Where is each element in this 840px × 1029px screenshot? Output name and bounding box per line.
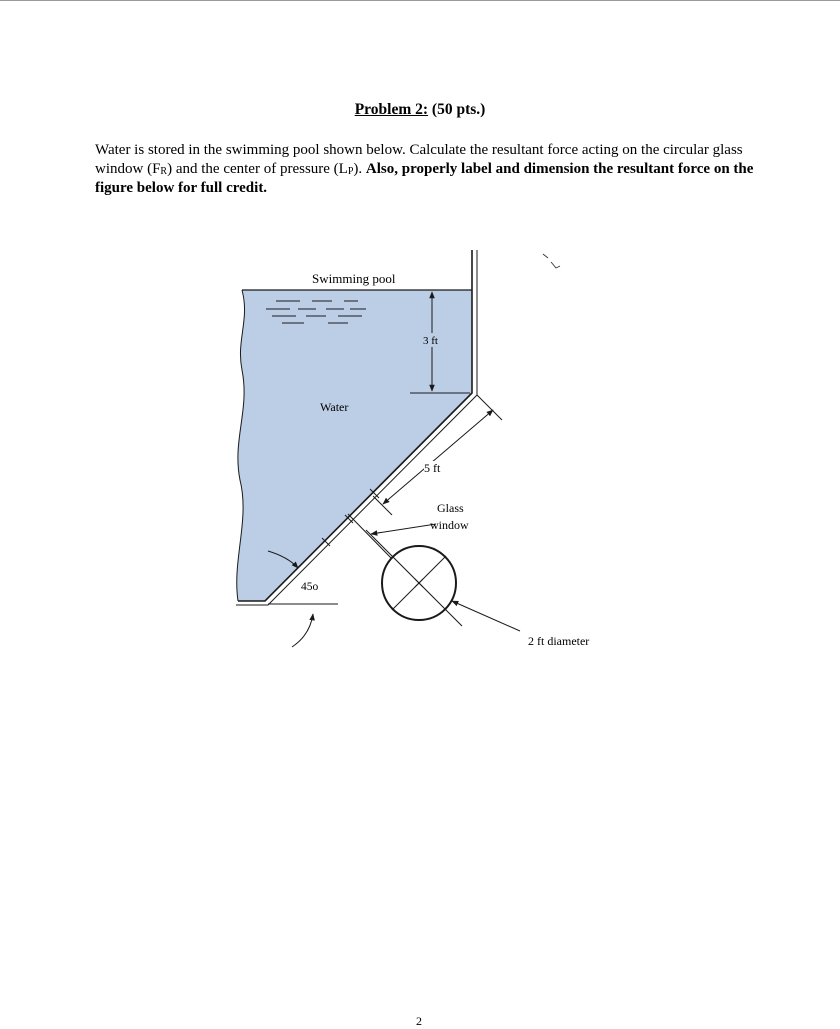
window-dimension	[371, 524, 436, 534]
window-label-line1: Glass	[437, 501, 464, 515]
lp-subscript: P	[347, 166, 354, 177]
stray-mark	[543, 254, 560, 268]
water-label: Water	[320, 400, 349, 414]
angle-label: 45o	[301, 581, 319, 593]
depth-label: 3 ft	[423, 335, 438, 347]
diameter-label: 2 ft diameter	[528, 634, 590, 648]
angle-arrow-lower	[292, 614, 313, 647]
statement-part1: Water is stored in the swimming pool shown below. Calculate the resultant force acting on the circular glass window (F	[95, 142, 743, 177]
slant-label: 5 ft	[424, 461, 441, 475]
statement-part3: ).	[353, 161, 366, 177]
problem-points: (50 pts.)	[428, 101, 486, 118]
statement-part2: ) and the center of pressure (L	[167, 161, 348, 177]
window-extension-upper	[348, 514, 393, 560]
diameter-leader	[452, 601, 520, 631]
window-label-line2: window	[430, 518, 469, 532]
statement-bold-instruction: Also, properly label and dimension the resultant force on the figure below for full credit.	[95, 161, 754, 196]
problem-label: Problem 2:	[354, 101, 429, 118]
page-number: 2	[416, 1014, 422, 1028]
pool-label: Swimming pool	[312, 271, 396, 286]
fr-subscript: R	[160, 166, 168, 177]
slant-extension-top	[477, 395, 502, 420]
